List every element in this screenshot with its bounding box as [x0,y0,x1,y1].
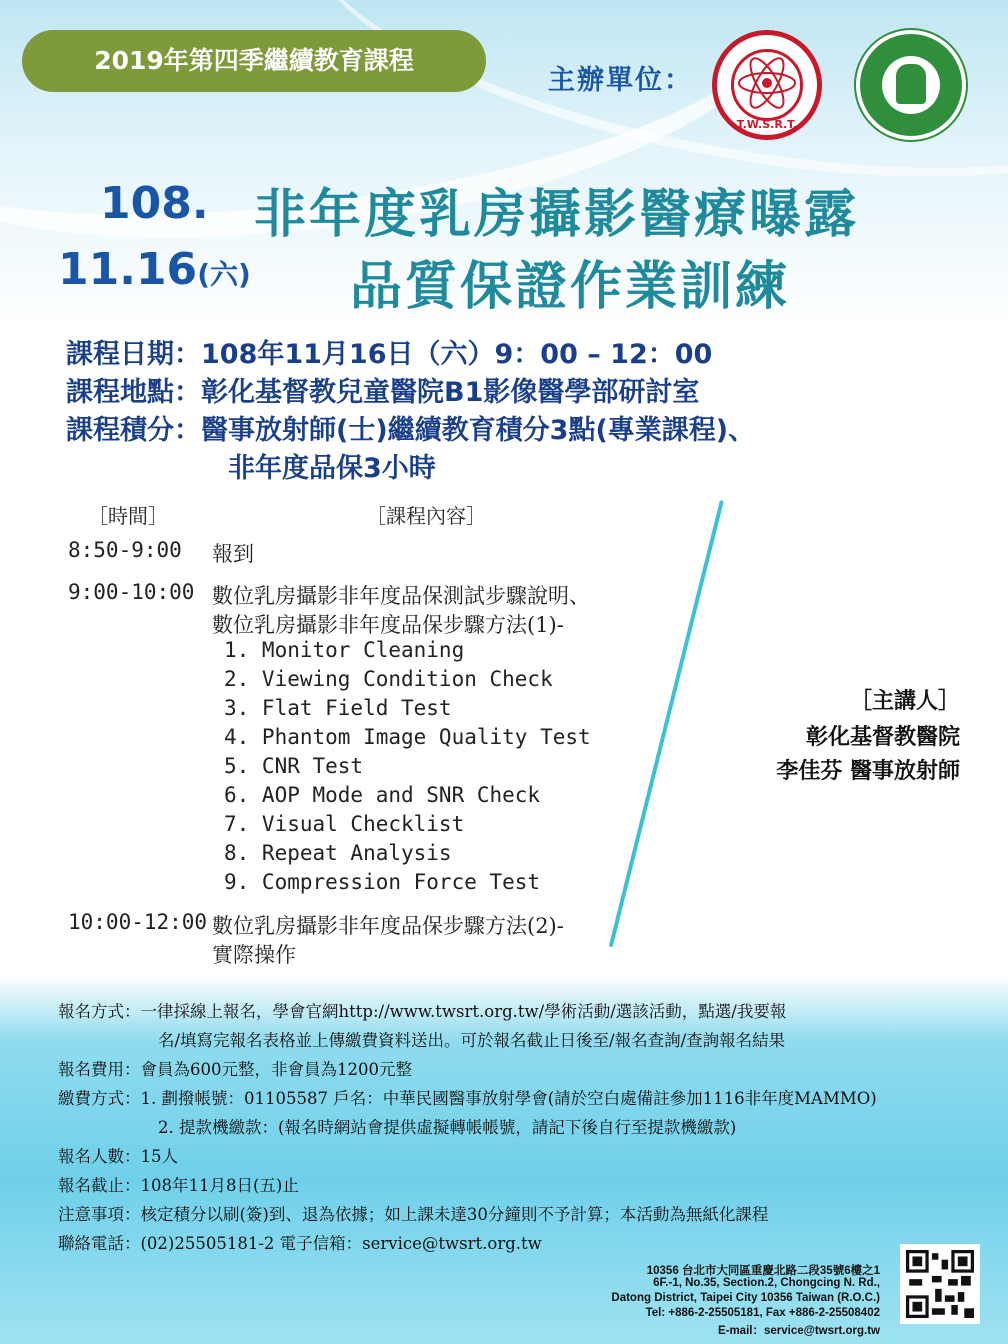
schedule-desc: 實際操作 [212,943,296,967]
list-item: 8. Repeat Analysis [224,841,452,865]
schedule-time: 9:00-10:00 [68,580,195,604]
list-item: 1. Monitor Cleaning [224,638,465,662]
schedule-desc: 數位乳房攝影非年度品保步驟方法(1)- [212,613,564,637]
schedule-desc: 報到 [212,542,254,566]
address-line: 6F.-1, No.35, Section.2, Chongcing N. Rd., [653,1277,880,1289]
date-day: 11.16(六) [58,244,251,295]
reg-deadline: 報名截止：108年11月8日(五)止 [58,1176,299,1195]
schedule-time-header: ［時間］ [88,504,168,528]
reg-payment: 繳費方式：1. 劃撥帳號：01105587 戶名：中華民國醫事放射學會(請於空白處備註參加1116非年度MAMMO) [58,1089,877,1108]
hospital-logo [856,30,966,140]
season-banner: 2019年第四季繼續教育課程 [22,30,486,92]
address-line: Datong District, Taipei City 10356 Taiwan (R.O.C.) [611,1292,880,1304]
speaker-name: 李佳芬 醫事放射師 [776,758,960,784]
course-title-line2: 品質保證作業訓練 [350,256,791,317]
list-item: 2. Viewing Condition Check [224,667,553,691]
info-credit: 課程積分：醫事放射師(士)繼續教育積分3點(專業課程)、 [66,415,756,446]
address-email: E-mail：service@twsrt.org.tw [717,1325,880,1337]
reg-notes: 注意事項：核定積分以刷(簽)到、退為依據；如上課未達30分鐘則不予計算；本活動為無紙化課程 [58,1205,769,1224]
reg-payment-2: 2. 提款機繳款：(報名時網站會提供虛擬轉帳帳號，請記下後自行至提款機繳款) [158,1118,737,1137]
info-date: 課程日期：108年11月16日（六）9：00 – 12：00 [66,339,713,370]
schedule-content-header: ［課程內容］ [366,504,486,528]
speaker-org: 彰化基督教醫院 [805,724,960,750]
list-item: 7. Visual Checklist [224,812,465,836]
schedule-desc: 數位乳房攝影非年度品保測試步驟說明、 [212,584,590,608]
reg-method-cont: 名/填寫完報名表格並上傳繳費資料送出。可於報名截止日後至/報名查詢/查詢報名結果 [158,1031,786,1050]
info-location: 課程地點：彰化基督教兒童醫院B1影像醫學部研討室 [66,377,700,408]
address-line: 10356 台北市大同區重慶北路二段35號6樓之1 [646,1265,880,1277]
schedule-time: 10:00-12:00 [68,910,208,934]
logo-text: T.W.S.R.T. [736,118,798,131]
course-title-line1: 非年度乳房攝影醫療曝露 [254,184,860,245]
schedule-time: 8:50-9:00 [68,538,182,562]
reg-capacity: 報名人數：15人 [58,1147,178,1166]
reg-contact: 聯絡電話：(02)25505181-2 電子信箱：service@twsrt.org.tw [58,1234,542,1253]
list-item: 9. Compression Force Test [224,870,541,894]
list-item: 5. CNR Test [224,754,364,778]
qr-code-icon[interactable] [900,1244,980,1324]
twsrt-logo [712,30,822,140]
schedule-desc: 數位乳房攝影非年度品保步驟方法(2)- [212,914,564,938]
caregiver-figure-icon [896,64,926,104]
qr-pattern [906,1250,974,1318]
reg-method: 報名方式：一律採線上報名，學會官網http://www.twsrt.org.tw/學術活動/選該活動，點選/我要報 [58,1002,787,1021]
list-item: 4. Phantom Image Quality Test [224,725,591,749]
info-credit-cont: 非年度品保3小時 [228,453,436,484]
list-item: 3. Flat Field Test [224,696,452,720]
host-label: 主辦單位： [548,65,693,96]
speaker-label: ［主講人］ [849,688,960,714]
date-year: 108. [100,178,209,229]
divider-line [609,500,724,947]
list-item: 6. AOP Mode and SNR Check [224,783,541,807]
address-line: Tel: +886-2-25505181, Fax +886-2-25508402 [645,1307,880,1319]
reg-fee: 報名費用：會員為600元整，非會員為1200元整 [58,1060,412,1079]
